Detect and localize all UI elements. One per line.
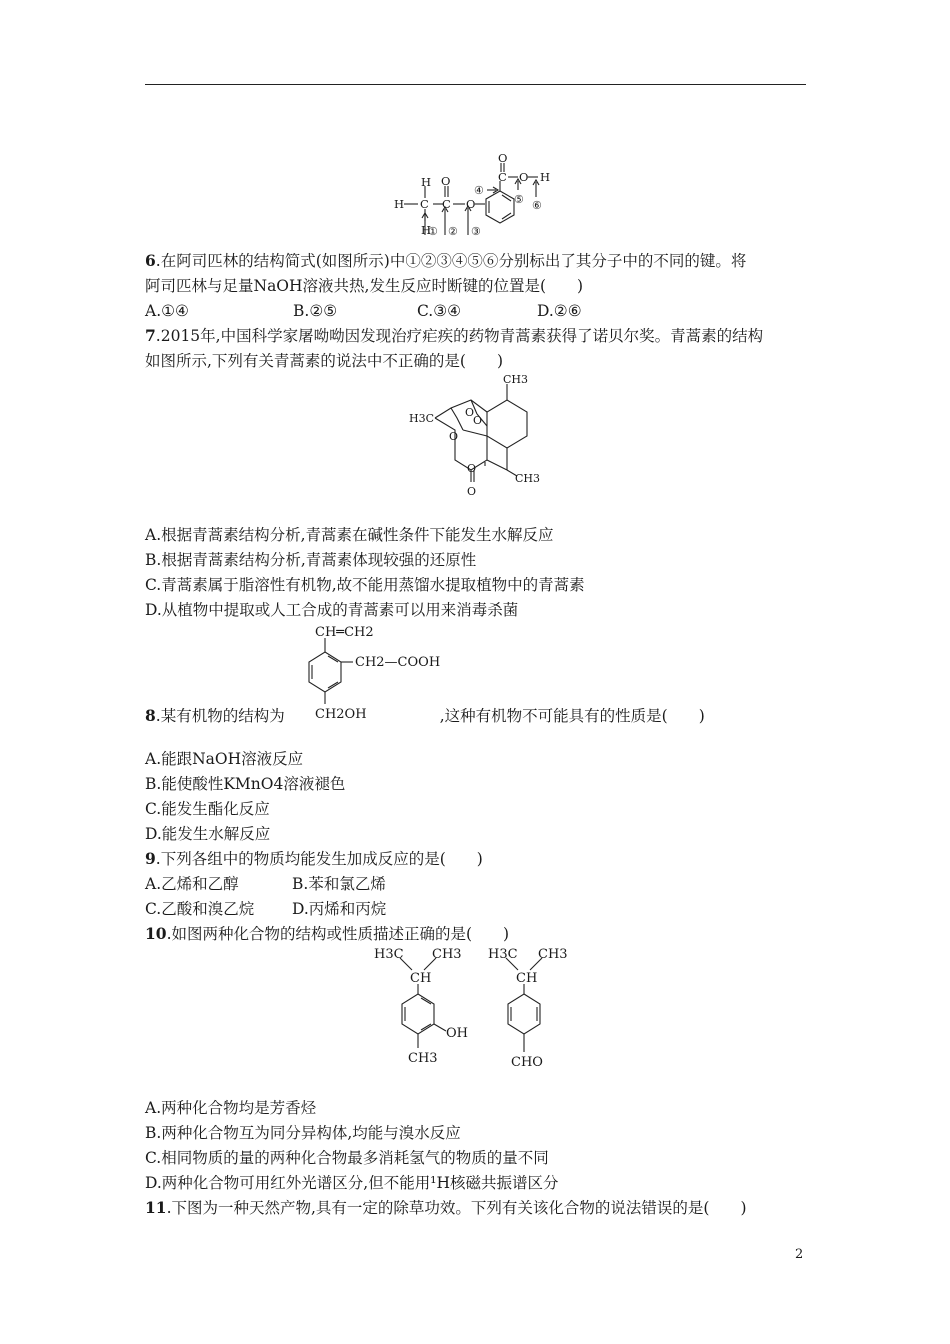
q10-option-a[interactable]: A.两种化合物均是芳香烃 (145, 1099, 317, 1117)
q7-option-b[interactable]: B.根据青蒿素结构分析,青蒿素体现较强的还原性 (145, 551, 477, 569)
q10-option-d[interactable]: D.两种化合物可用红外光谱区分,但不能用¹H核磁共振谱区分 (145, 1174, 559, 1192)
q10-text: .如图两种化合物的结构或性质描述正确的是( ) (166, 925, 510, 943)
q7-stem-line1 (145, 326, 763, 346)
q9-text: .下列各组中的物质均能发生加成反应的是( ) (155, 850, 483, 868)
aspirin-structure (390, 145, 570, 245)
left-ch3-bottom: CH3 (408, 1051, 438, 1066)
o-acid: O (519, 170, 529, 184)
h-bottom: H (421, 223, 432, 237)
q8-stem (145, 706, 705, 726)
q6-number: 6 (145, 251, 156, 270)
left-h3c: H3C (374, 947, 404, 962)
c-methyl: C (420, 197, 429, 211)
bond-label-4: ④ (474, 184, 484, 197)
page-number: 2 (795, 1247, 804, 1262)
q6-options (145, 301, 582, 321)
o-ester-dbl: O (441, 174, 451, 188)
c-ester: C (442, 197, 451, 211)
o-acid-dbl: O (498, 151, 508, 165)
bond-label-2: ② (448, 225, 458, 238)
o-lactone: O (467, 462, 477, 475)
q10-structures (370, 944, 590, 1074)
c-acid: C (498, 170, 507, 184)
hydroxymethyl-group: CH2OH (315, 707, 367, 722)
q10-number: 10 (145, 924, 167, 943)
right-cho: CHO (511, 1055, 543, 1070)
q6-option-a[interactable]: A.①④ (145, 302, 189, 320)
q11-number: 11 (145, 1198, 167, 1217)
h-acid: H (540, 170, 551, 184)
q6-stem-line1 (145, 251, 746, 271)
h-top: H (421, 175, 432, 189)
q9-option-c[interactable]: C.乙酸和溴乙烷 (145, 900, 255, 918)
methyl-left: H3C (409, 412, 435, 425)
q7-text1: .2015年,中国科学家屠呦呦因发现治疗疟疾的药物青蒿素获得了诺贝尔奖。青蒿素的结构 (155, 327, 764, 345)
q10-option-b[interactable]: B.两种化合物互为同分异构体,均能与溴水反应 (145, 1124, 461, 1142)
o-carbonyl: O (467, 485, 477, 498)
artemisinin-structure (405, 370, 565, 500)
bond-label-3: ③ (471, 225, 481, 238)
q8-option-a[interactable]: A.能跟NaOH溶液反应 (145, 750, 304, 768)
q9-options-row1 (145, 874, 386, 894)
left-ch3: CH3 (432, 947, 462, 962)
q7-option-c[interactable]: C.青蒿素属于脂溶性有机物,故不能用蒸馏水提取植物中的青蒿素 (145, 576, 585, 594)
q6-option-b[interactable]: B.②⑤ (293, 302, 338, 320)
methyl-right: CH3 (515, 472, 541, 485)
q8-option-b[interactable]: B.能使酸性KMnO4溶液褪色 (145, 775, 346, 793)
q9-number: 9 (145, 849, 156, 868)
q8-option-c[interactable]: C.能发生酯化反应 (145, 800, 270, 818)
q9-option-a[interactable]: A.乙烯和乙醇 (145, 875, 239, 893)
methyl-top: CH3 (503, 373, 529, 386)
o-peroxide-2: O (473, 414, 483, 427)
q9-options-row2 (145, 899, 386, 919)
acetic-acid-group: CH2—COOH (355, 655, 441, 670)
o-peroxide-1: O (465, 406, 475, 419)
q6-stem-line2: 阿司匹林与足量NaOH溶液共热,发生反应时断键的位置是( ) (145, 277, 584, 295)
q7-option-a[interactable]: A.根据青蒿素结构分析,青蒿素在碱性条件下能发生水解反应 (145, 526, 554, 544)
q11-stem (145, 1198, 747, 1218)
q8-text-after: ,这种有机物不可能具有的性质是( ) (439, 707, 705, 725)
q6-option-c[interactable]: C.③④ (417, 302, 462, 320)
left-oh: OH (446, 1026, 468, 1041)
o-ester: O (466, 197, 476, 211)
o-ether: O (449, 430, 459, 443)
q8-number: 8 (145, 706, 156, 725)
q9-option-d[interactable]: D.丙烯和丙烷 (292, 900, 387, 918)
right-ch3: CH3 (538, 947, 568, 962)
bond-label-6: ⑥ (532, 199, 542, 212)
q6-text1: .在阿司匹林的结构简式(如图所示)中①②③④⑤⑥分别标出了其分子中的不同的键。将 (155, 252, 747, 270)
q11-text: .下图为一种天然产物,具有一定的除草功效。下列有关该化合物的说法错误的是( ) (166, 1199, 747, 1217)
h-left: H (394, 197, 405, 211)
bond-label-1: ① (428, 225, 438, 238)
left-ch: CH (410, 971, 432, 986)
right-ch: CH (516, 971, 538, 986)
q7-option-d[interactable]: D.从植物中提取或人工合成的青蒿素可以用来消毒杀菌 (145, 601, 519, 619)
q10-stem (145, 924, 509, 944)
q7-stem-line2: 如图所示,下列有关青蒿素的说法中不正确的是( ) (145, 352, 504, 370)
right-h3c: H3C (488, 947, 518, 962)
bond-label-5: ⑤ (514, 193, 524, 206)
q10-option-c[interactable]: C.相同物质的量的两种化合物最多消耗氢气的物质的量不同 (145, 1149, 549, 1167)
q8-option-d[interactable]: D.能发生水解反应 (145, 825, 271, 843)
q6-option-d[interactable]: D.②⑥ (537, 302, 582, 320)
vinyl-group: CH═CH2 (315, 625, 374, 640)
header-rule (145, 84, 806, 85)
q7-number: 7 (145, 326, 156, 345)
q8-text-before: .某有机物的结构为 (155, 707, 285, 725)
q9-stem (145, 849, 483, 869)
q9-option-b[interactable]: B.苯和氯乙烯 (292, 875, 386, 893)
